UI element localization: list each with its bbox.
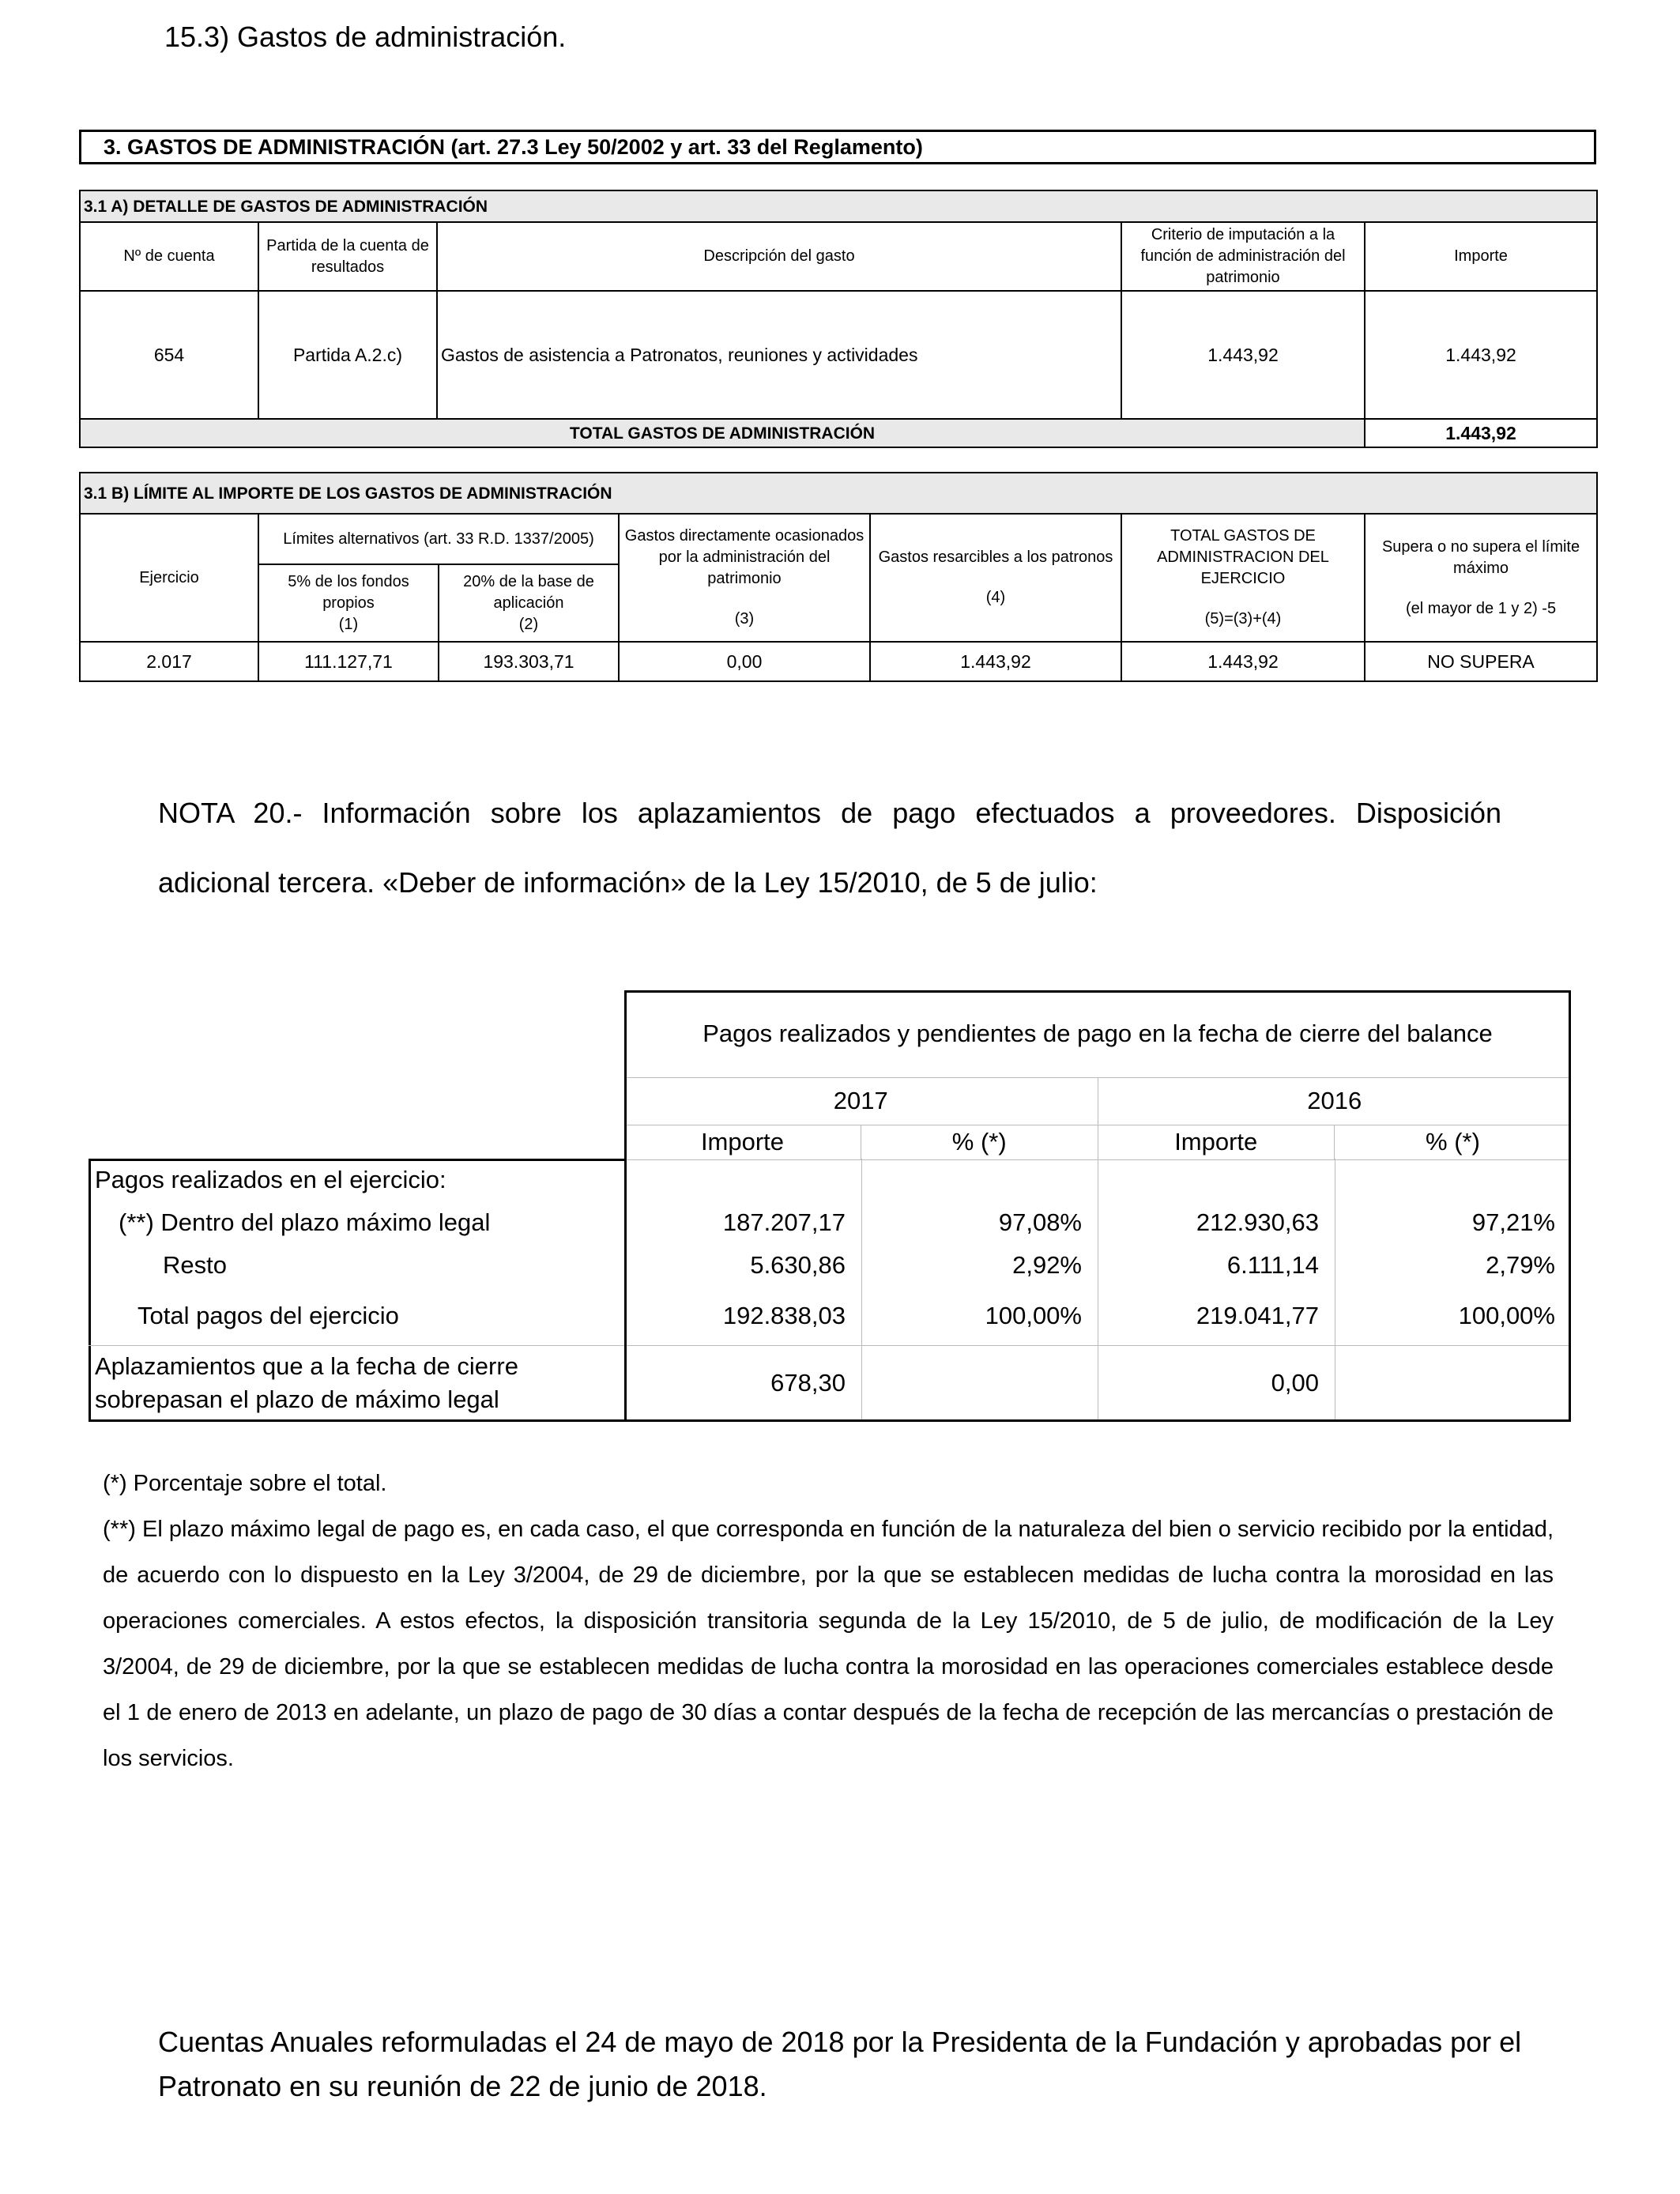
header-total-gastos	[1121, 514, 1365, 642]
cell-resarcibles: 1.443,92	[870, 642, 1121, 681]
pagos-aplaz-label-line1: Aplazamientos que a la fecha de cierre	[95, 1352, 518, 1381]
header-ejercicio: Ejercicio	[80, 514, 258, 642]
pagos-cell: 212.930,63	[1196, 1208, 1319, 1236]
table-3b-title: 3.1 B) LÍMITE AL IMPORTE DE LOS GASTOS DE ADMINISTRACIÓN	[80, 473, 1597, 514]
cell-partida: Partida A.2.c)	[258, 291, 437, 419]
pagos-cell: 192.838,03	[722, 1301, 846, 1329]
pagos-aplaz-cell	[861, 1345, 1098, 1421]
table-detalle-gastos	[79, 190, 1598, 448]
pagos-table-header	[624, 990, 1571, 1160]
pagos-year-2016: 2016	[1098, 1077, 1571, 1125]
header-criterio: Criterio de imputación a la función de administración del patrimonio	[1121, 222, 1365, 291]
cell-20pct: 193.303,71	[439, 642, 619, 681]
header-5pct	[258, 564, 439, 642]
nota-20-line1: NOTA 20.- Información sobre los aplazamientos de pago efectuados a proveedores. Disposición	[158, 797, 1501, 829]
header-gastos-resarcibles-label: Gastos resarcibles a los patronos	[878, 548, 1113, 566]
header-total-gastos-num: (5)=(3)+(4)	[1204, 610, 1282, 628]
pagos-aplaz-cell: 678,30	[624, 1345, 861, 1421]
footer-text: Cuentas Anuales reformuladas el 24 de mayo de 2018 por la Presidenta de la Fundación y aprobadas por el Patronato en su reunión de 22 de junio de 2018.	[158, 2026, 1522, 2102]
pagos-row-label: Total pagos del ejercicio	[137, 1301, 399, 1329]
pagos-cell: 2,92%	[1012, 1251, 1082, 1279]
header-5pct-label: 5% de los fondos propios	[288, 572, 409, 612]
header-total-gastos-label: TOTAL GASTOS DE ADMINISTRACION DEL EJERCICIO	[1157, 527, 1329, 587]
header-gastos-resarcibles-num: (4)	[985, 589, 1006, 606]
pagos-table-body	[89, 1159, 1571, 1421]
pagos-cell	[1335, 1159, 1571, 1201]
header-supera	[1365, 514, 1597, 642]
cell-5pct: 111.127,71	[258, 642, 439, 681]
header-gastos-directos-label: Gastos directamente ocasionados por la administración del patrimonio	[624, 527, 864, 587]
footnote-1: (*) Porcentaje sobre el total.	[103, 1471, 387, 1496]
pagos-year-2017: 2017	[624, 1077, 1098, 1125]
pagos-cell: 100,00%	[985, 1301, 1082, 1329]
footnotes	[103, 1461, 1554, 1781]
pagos-aplaz-label-line2: sobrepasan el plazo de máximo legal	[95, 1385, 499, 1414]
pagos-aplaz-label	[89, 1345, 624, 1421]
cell-total: 1.443,92	[1121, 642, 1365, 681]
cell-criterio: 1.443,92	[1121, 291, 1365, 419]
header-gastos-directos-num: (3)	[734, 610, 755, 628]
pagos-cell: 6.111,14	[1226, 1251, 1319, 1279]
pagos-cell: 97,08%	[998, 1208, 1082, 1236]
pagos-aplaz-cell	[1335, 1345, 1571, 1421]
pagos-col-pct-2017: % (*)	[861, 1125, 1098, 1159]
table-3a-title: 3.1 A) DETALLE DE GASTOS DE ADMINISTRACIÓN	[80, 190, 1597, 222]
header-cuenta: Nº de cuenta	[80, 222, 258, 291]
header-partida: Partida de la cuenta de resultados	[258, 222, 437, 291]
pagos-col-importe-2016: Importe	[1098, 1125, 1335, 1159]
footnote-2: (**) El plazo máximo legal de pago es, en cada caso, el que corresponda en función de la naturaleza del bien o servicio recibido por la entidad, de acuerdo con lo dispuesto en la Ley 3/2004, de 29 de diciembre, por la que se establecen medidas de lucha contra la morosidad en las operaciones comerciales. A estos efectos, la disposición transitoria segunda de la Ley 15/2010, de 5 de julio, de modificación de la Ley 3/2004, de 29 de diciembre, por la que se establecen medidas de lucha contra la morosidad en las operaciones comerciales establece desde el 1 de enero de 2013 en adelante, un plazo de pago de 30 días a contar después de la fecha de recepción de las mercancías o prestación de los servicios.	[103, 1517, 1554, 1771]
header-descripcion: Descripción del gasto	[437, 222, 1121, 291]
cell-cuenta: 654	[80, 291, 258, 419]
header-supera-num: (el mayor de 1 y 2) -5	[1406, 599, 1557, 617]
header-gastos-directos	[619, 514, 870, 642]
header-importe: Importe	[1365, 222, 1597, 291]
section-heading: 15.3) Gastos de administración.	[164, 21, 567, 53]
pagos-cell	[1098, 1159, 1335, 1201]
header-limites: Límites alternativos (art. 33 R.D. 1337/2005)	[258, 514, 619, 564]
cell-supera: NO SUPERA	[1365, 642, 1597, 681]
pagos-cell	[624, 1159, 861, 1201]
header-20pct-num: (2)	[518, 615, 539, 633]
header-20pct-label: 20% de la base de aplicación	[463, 572, 594, 612]
header-20pct	[439, 564, 619, 642]
table-limite-gastos	[79, 472, 1598, 682]
pagos-row-label: Pagos realizados en el ejercicio:	[95, 1166, 446, 1193]
cell-descripcion: Gastos de asistencia a Patronatos, reuniones y actividades	[437, 291, 1121, 419]
header-5pct-num: (1)	[338, 615, 359, 633]
pagos-row-label: Resto	[163, 1251, 227, 1279]
header-gastos-resarcibles	[870, 514, 1121, 642]
total-label: TOTAL GASTOS DE ADMINISTRACIÓN	[80, 419, 1365, 447]
nota-20	[158, 778, 1501, 918]
cell-directos: 0,00	[619, 642, 870, 681]
pagos-cell: 100,00%	[1458, 1301, 1555, 1329]
pagos-col-importe-2017: Importe	[624, 1125, 861, 1159]
pagos-cell: 219.041,77	[1196, 1301, 1319, 1329]
pagos-cell: 187.207,17	[722, 1208, 846, 1236]
pagos-aplaz-cell: 0,00	[1098, 1345, 1335, 1421]
cell-importe: 1.443,92	[1365, 291, 1597, 419]
pagos-col-pct-2016: % (*)	[1335, 1125, 1572, 1159]
pagos-title: Pagos realizados y pendientes de pago en la fecha de cierre del balance	[624, 990, 1571, 1077]
pagos-cell: 2,79%	[1486, 1251, 1555, 1279]
cell-ejercicio: 2.017	[80, 642, 258, 681]
section3-title: 3. GASTOS DE ADMINISTRACIÓN (art. 27.3 Ley 50/2002 y art. 33 del Reglamento)	[79, 130, 1596, 164]
header-supera-label: Supera o no supera el límite máximo	[1381, 537, 1580, 577]
pagos-cell: 5.630,86	[750, 1251, 846, 1279]
pagos-cell: 97,21%	[1471, 1208, 1555, 1236]
pagos-row-label: (**) Dentro del plazo máximo legal	[119, 1208, 491, 1236]
pagos-cell	[861, 1159, 1098, 1201]
nota-20-line2: adicional tercera. «Deber de información» de la Ley 15/2010, de 5 de julio:	[158, 866, 1098, 899]
total-value: 1.443,92	[1365, 419, 1597, 447]
